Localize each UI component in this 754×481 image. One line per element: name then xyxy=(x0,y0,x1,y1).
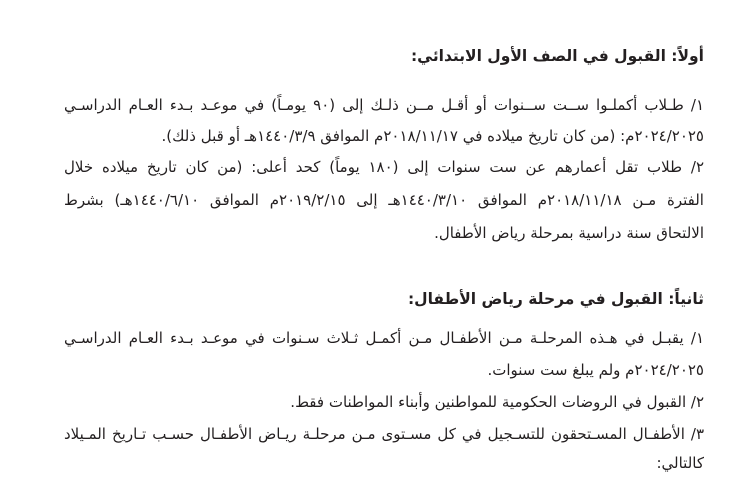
section1-item1-line1: ١/ طـلاب أكملـوا ســت ســنوات أو أقـل مــن ذلـك إلى (٩٠ يومـاً) في موعـد بـدء العـام الدراسـي xyxy=(64,96,704,114)
section2-item3-line2: كالتالي: xyxy=(656,454,704,472)
section2-item2-line1: ٢/ القبول في الروضات الحكومية للمواطنين وأبناء المواطنات فقط. xyxy=(290,393,704,411)
section1-item2-line1: ٢/ طلاب تقل أعمارهم عن ست سنوات إلى (١٨٠ يوماً) كحد أعلى: (من كان تاريخ ميلاده خلال xyxy=(64,158,704,176)
section1-heading: أولاً: القبول في الصف الأول الابتدائي: xyxy=(410,47,704,65)
section2-heading: ثانياً: القبول في مرحلة رياض الأطفال: xyxy=(407,290,704,308)
section1-item1-line2: ٢٠٢٤/٢٠٢٥م: (من كان تاريخ ميلاده في ٢٠١٨/١١/١٧م الموافق ١٤٤٠/٣/٩هـ أو قبل ذلك). xyxy=(161,127,704,145)
section2-item1-line2: ٢٠٢٤/٢٠٢٥م ولم يبلغ ست سنوات. xyxy=(487,361,704,379)
section1-item2-line3: الالتحاق سنة دراسية بمرحلة رياض الأطفال. xyxy=(434,224,704,242)
section1-item2-line2: الفترة مـن ٢٠١٨/١١/١٨م الموافق ١٤٤٠/٣/١٠هـ إلى ٢٠١٩/٢/١٥م الموافق ١٤٤٠/٦/١٠هـ) بشرط xyxy=(64,191,704,209)
section2-item1-line1: ١/ يقبـل في هـذه المرحلـة مـن الأطفـال مـن أكمـل ثـلاث سـنوات في موعـد بـدء العـام الدراسـي xyxy=(64,329,704,347)
section2-item3-line1: ٣/ الأطفـال المسـتحقون للتسـجيل في كل مسـتوى مـن مرحلـة ريـاض الأطفـال حسـب تـاريخ المـيلاد xyxy=(64,425,704,443)
